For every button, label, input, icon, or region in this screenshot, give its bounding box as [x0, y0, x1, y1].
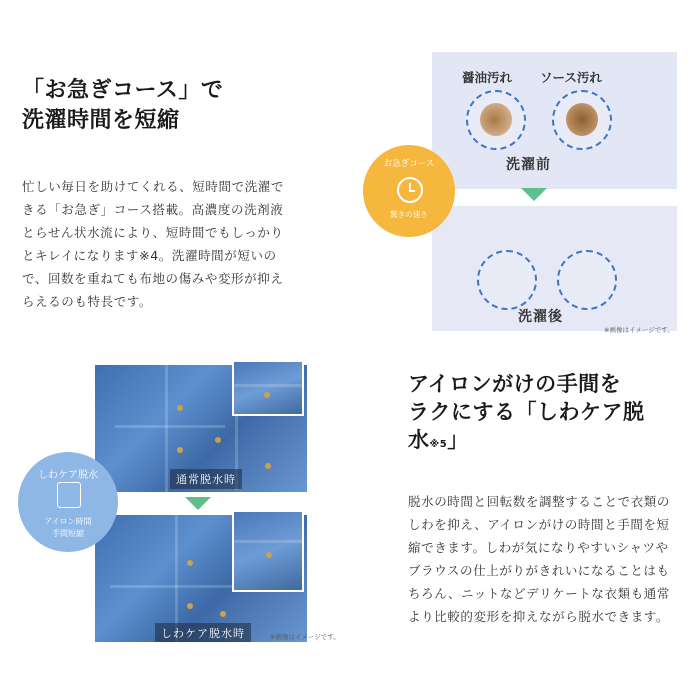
section1-body-line: 忙しい毎日を助けてくれる、短時間で洗濯で	[22, 179, 285, 194]
stain-swatch-sauce	[552, 90, 612, 150]
section2-heading-line2: ラクにする「しわケア脱	[408, 400, 645, 424]
section2-heading-line3-end: 」	[447, 428, 469, 452]
footnote-mark: ※5	[429, 439, 448, 450]
wrinkle-care-badge-title: しわケア脱水	[38, 470, 98, 481]
wrinkle-care-badge-line1: アイロン時間	[44, 517, 92, 526]
clean-swatch-soy	[477, 250, 537, 310]
image-note: ※画像はイメージです。	[604, 326, 674, 334]
wrinkle-care-badge-line2: 手間短縮	[52, 529, 84, 538]
before-wash-panel	[432, 52, 677, 189]
section2-body-line: ブラウスの仕上がりがきれいになることはも	[408, 563, 670, 578]
section2-heading	[408, 370, 645, 459]
stain-label-sauce: ソース汚れ	[540, 70, 602, 85]
caption-normal-spin: 通常脱水時	[170, 469, 242, 489]
quick-course-badge-title: お急ぎコース	[383, 159, 435, 169]
section1-body-line: で、回数を重ねても布地の傷みや変形が抑え	[22, 271, 284, 286]
shirt-icon	[57, 482, 81, 508]
stain-swatch-soy	[466, 90, 526, 150]
down-arrow-icon	[521, 188, 547, 201]
down-arrow-icon	[185, 497, 211, 510]
shirt-detail-normal	[232, 360, 304, 416]
clock-icon	[397, 177, 423, 203]
after-wash-label: 洗濯後	[518, 309, 563, 325]
quick-course-badge	[363, 145, 455, 237]
section2-body-line: しわを抑え、アイロンがけの時間と手間を短	[408, 517, 670, 532]
quick-course-badge-caption: 驚きの速さ	[390, 210, 428, 219]
wrinkle-care-badge	[18, 452, 118, 552]
shirt-detail-care	[232, 510, 304, 592]
section2-body-line: 縮できます。しわが気になりやすいシャツや	[408, 540, 669, 555]
soy-stain	[480, 103, 512, 136]
section1-body-line: きる「お急ぎ」コース搭載。高濃度の洗剤液	[22, 202, 284, 217]
section2-body-line: 脱水の時間と回転数を調整することで衣類の	[408, 494, 671, 509]
section1-body	[22, 175, 334, 313]
section2-body-line: より比較的変形を抑えながら脱水できます。	[408, 609, 670, 624]
section1-body-line: とキレイになります※4。洗濯時間が短いの	[22, 248, 277, 263]
stain-label-soy: 醤油汚れ	[462, 70, 513, 85]
sauce-stain	[566, 103, 598, 136]
caption-care-spin: しわケア脱水時	[155, 623, 251, 642]
section1-heading-line1: 「お急ぎコース」で	[22, 78, 224, 103]
section2-heading-line3	[408, 426, 645, 459]
after-wash-panel	[432, 206, 677, 331]
section2-heading-line1: アイロンがけの手間を	[408, 372, 622, 396]
clean-swatch-sauce	[557, 250, 617, 310]
section1-body-line: とらせん状水流により、短時間でもしっかり	[22, 225, 284, 240]
section1-heading-line2: 洗濯時間を短縮	[22, 108, 180, 133]
section1-body-line: らえるのも特長です。	[22, 294, 153, 309]
section1-heading	[22, 76, 223, 136]
section2-body	[408, 490, 690, 628]
image-note: ※画像はイメージです。	[270, 633, 340, 641]
before-wash-label: 洗濯前	[506, 157, 551, 173]
section2-body-line: ちろん、ニットなどデリケートな衣類も通常	[408, 586, 671, 601]
section2-heading-line3-main: 水	[408, 428, 430, 452]
